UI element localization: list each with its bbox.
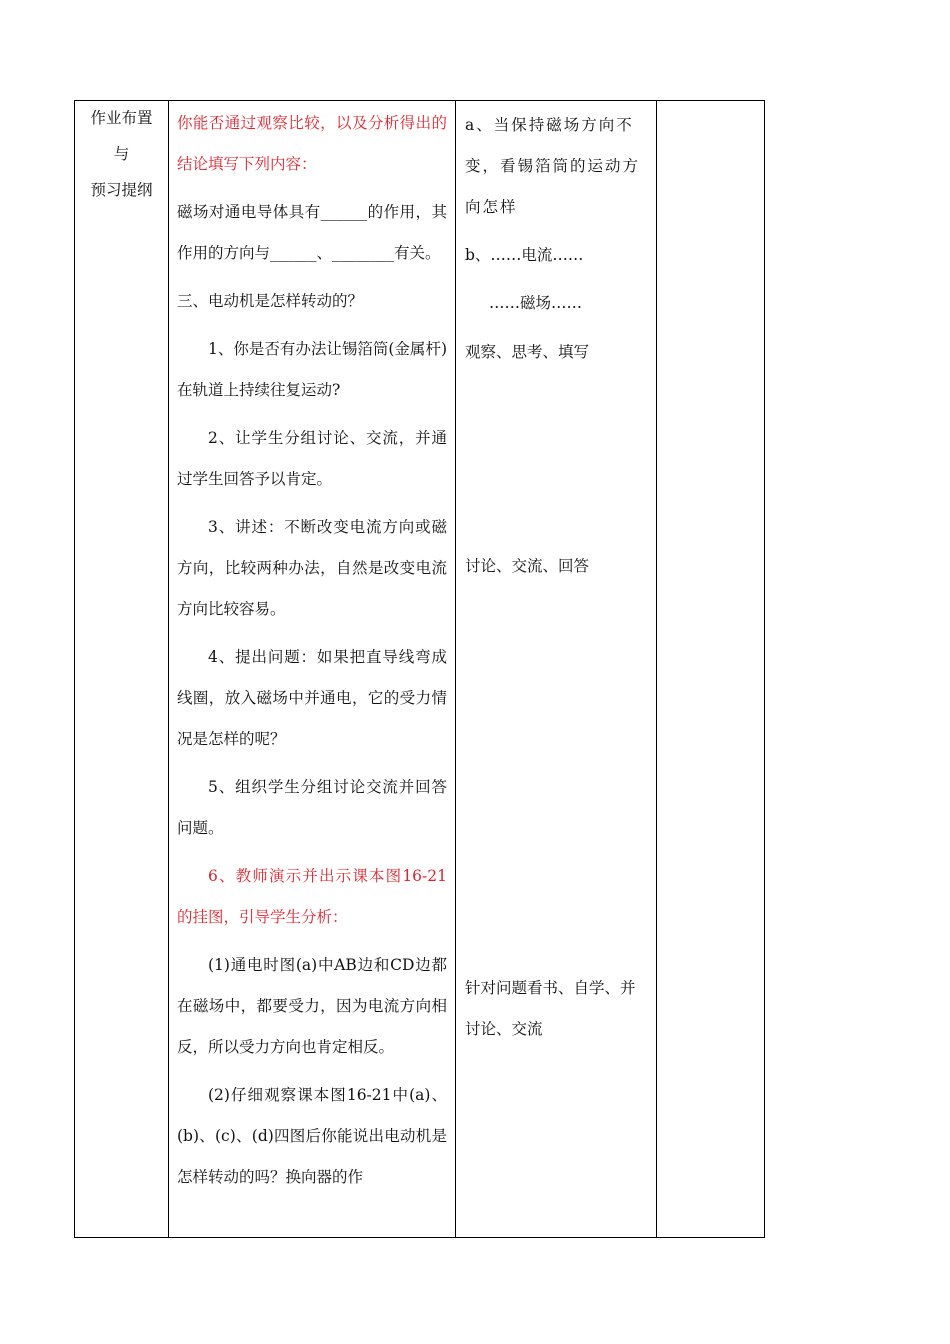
section-label-line-2: 与 [113, 145, 130, 163]
student-activity-a: a、当保持磁场方向不变，看锡箔筒的运动方向怎样 [465, 116, 641, 216]
student-activity-b-current: b、……电流…… [465, 246, 584, 264]
step-1: 1、你是否有办法让锡箔筒(金属杆)在轨道上持续往复运动? [177, 340, 447, 399]
guide-question: 你能否通过观察比较，以及分析得出的结论填写下列内容： [177, 114, 447, 173]
step-5: 5、组织学生分组讨论交流并回答问题。 [177, 778, 447, 837]
step-2: 2、让学生分组讨论、交流，并通过学生回答予以肯定。 [177, 429, 447, 488]
section-heading: 三、电动机是怎样转动的？ [177, 292, 364, 310]
step-6-point-1: (1)通电时图(a)中AB边和CD边都在磁场中，都要受力，因为电流方向相反，所以受力方向也肯定相反。 [177, 956, 447, 1056]
student-activity-observe: 观察、思考、填写 [465, 343, 590, 361]
step-4: 4、提出问题：如果把直导线弯成线圈，放入磁场中并通电，它的受力情况是怎样的呢？ [177, 648, 447, 748]
student-activity-b-field: ……磁场…… [489, 294, 583, 312]
section-label-line-3: 预习提纲 [90, 181, 153, 199]
section-label-line-1: 作业布置 [90, 109, 153, 127]
teacher-activity-cell [177, 103, 447, 1198]
step-6-point-2: (2)仔细观察课本图16-21中(a)、(b)、(c)、(d)四图后你能说出电动机是怎样转动的吗？换向器的作 [177, 1086, 447, 1186]
column-divider-3 [656, 100, 657, 1238]
student-activity-read: 针对问题看书、自学、并讨论、交流 [465, 979, 636, 1038]
step-3: 3、讲述：不断改变电流方向或磁方向，比较两种办法，自然是改变电流方向比较容易。 [177, 518, 447, 618]
fill-in-blank: 磁场对通电导体具有______的作用，其作用的方向与______、________有关。 [177, 203, 447, 262]
column-divider-1 [168, 100, 169, 1238]
student-activity-discuss: 讨论、交流、回答 [465, 557, 590, 575]
step-6: 6、教师演示并出示课本图16-21的挂图，引导学生分析： [177, 867, 447, 926]
section-label-cell [74, 100, 169, 208]
column-divider-2 [455, 100, 456, 1238]
